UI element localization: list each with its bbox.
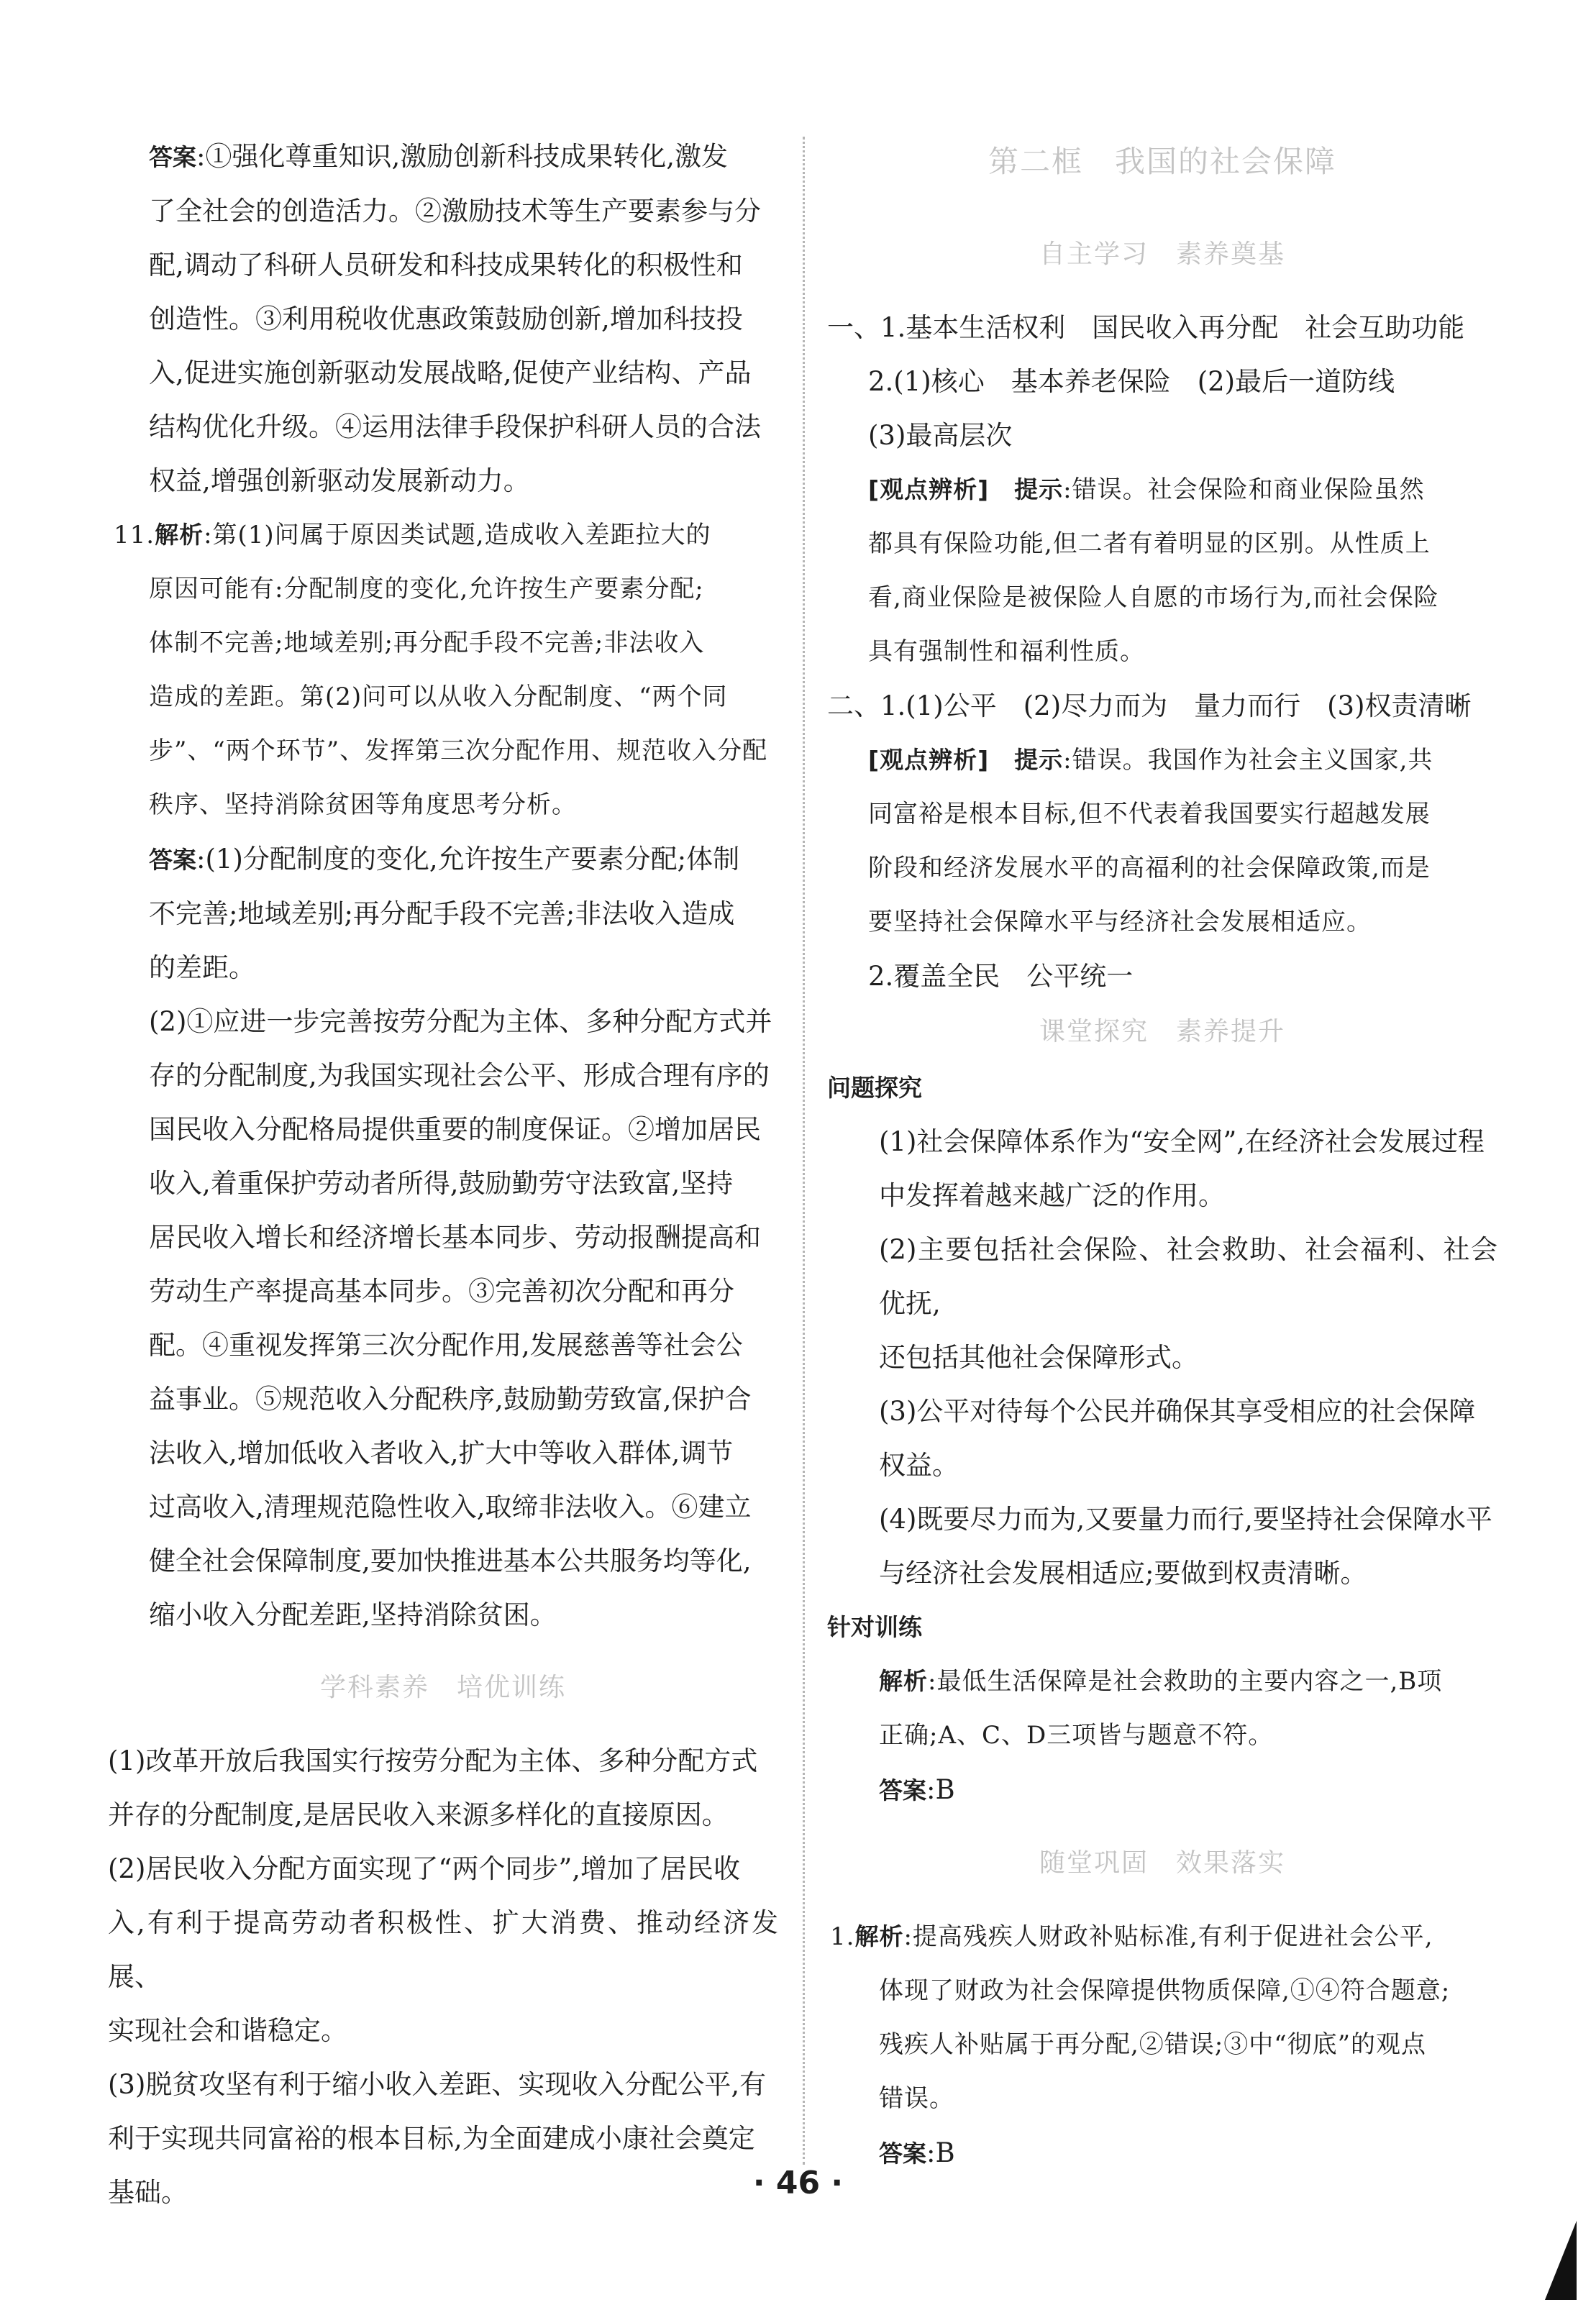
viewpoint-analysis-1: [观点辨析] 提示:错误。社会保险和商业保险虽然 <box>868 475 1425 504</box>
text-line: 都具有保险功能,但二者有着明显的区别。从性质上 <box>868 529 1431 558</box>
text-line: 的差距。 <box>149 952 255 983</box>
text-line: 配。④重视发挥第三次分配作用,发展慈善等社会公 <box>149 1330 743 1361</box>
text-line: (2)主要包括社会保险、社会救助、社会福利、社会优抚, <box>879 1234 1497 1319</box>
training-answer: 答案:B <box>879 1774 955 1805</box>
text-line: 错误。 <box>879 2084 954 2113</box>
text-line: 残疾人补贴属于再分配,②错误;③中“彻底”的观点 <box>879 2030 1427 2059</box>
training-analysis: 解析:最低生活保障是社会救助的主要内容之一,B项 <box>879 1667 1443 1696</box>
text-line: 具有强制性和福利性质。 <box>868 637 1145 666</box>
text-line: 还包括其他社会保障形式。 <box>879 1342 1198 1373</box>
corner-triangle-mark <box>1545 2221 1577 2300</box>
text-line: 结构优化升级。④运用法律手段保护科研人员的合法 <box>149 411 761 442</box>
hint-label: 提示 <box>1014 475 1064 503</box>
viewpoint-tag: [观点辨析] <box>868 475 990 503</box>
question-number: 11. <box>114 521 155 549</box>
text-line: 造成的差距。第(2)问可以从收入分配制度、“两个同 <box>149 682 728 711</box>
text-line: 二、1.(1)公平 (2)尽力而为 量力而行 (3)权责清晰 <box>827 690 1472 721</box>
answer-label: 答案 <box>149 846 196 874</box>
left-column <box>108 129 778 2219</box>
text-line: (1)改革开放后我国实行按劳分配为主体、多种分配方式 <box>108 1745 758 1776</box>
analysis-label: 解析 <box>854 1922 904 1950</box>
text-line: 秩序、坚持消除贫困等角度思考分析。 <box>149 790 577 819</box>
section-title-discipline: 学科素养 培优训练 <box>319 1673 566 1702</box>
text-line: (2)居民收入分配方面实现了“两个同步”,增加了居民收 <box>108 1853 741 1884</box>
question-1-answer: 答案:B <box>879 2137 955 2168</box>
section-title-self-study: 自主学习 素养奠基 <box>1039 239 1285 269</box>
text-line: (3)公平对待每个公民并确保其享受相应的社会保障 <box>879 1396 1476 1427</box>
text-line: 要坚持社会保障水平与经济社会发展相适应。 <box>868 908 1372 936</box>
text-line: 权益,增强创新驱动发展新动力。 <box>149 465 530 496</box>
text-line: 法收入,增加低收入者收入,扩大中等收入群体,调节 <box>149 1438 734 1469</box>
training-label: 针对训练 <box>827 1613 922 1641</box>
text-line: 入,促进实施创新驱动发展战略,促使产业结构、产品 <box>149 357 752 388</box>
text-line: 正确;A、C、D三项皆与题意不符。 <box>879 1721 1274 1750</box>
answer-11-line: 答案:(1)分配制度的变化,允许按生产要素分配;体制 <box>149 844 740 875</box>
text-line: 步”、“两个环节”、发挥第三次分配作用、规范收入分配 <box>149 736 768 765</box>
answer-label: 答案 <box>879 1776 926 1804</box>
lesson-title: 第二框 我国的社会保障 <box>988 144 1336 179</box>
text-line: 原因可能有:分配制度的变化,允许按生产要素分配; <box>149 575 704 603</box>
text-line: 创造性。③利用税收优惠政策鼓励创新,增加科技投 <box>149 303 743 334</box>
text-line: 配,调动了科研人员研发和科技成果转化的积极性和 <box>149 250 743 280</box>
text-line: 缩小收入分配差距,坚持消除贫困。 <box>149 1599 557 1630</box>
viewpoint-analysis-2: [观点辨析] 提示:错误。我国作为社会主义国家,共 <box>868 746 1433 775</box>
text-line: (3)最高层次 <box>868 420 1013 451</box>
text-line: 同富裕是根本目标,但不代表着我国要实行超越发展 <box>868 800 1431 828</box>
viewpoint-tag: [观点辨析] <box>868 746 990 774</box>
text-line: 2.覆盖全民 公平统一 <box>868 961 1134 992</box>
right-column <box>827 129 1497 2181</box>
text-line: 居民收入增长和经济增长基本同步、劳动报酬提高和 <box>149 1222 761 1253</box>
text-line: 2.(1)核心 基本养老保险 (2)最后一道防线 <box>868 366 1395 397</box>
text-line: 国民收入分配格局提供重要的制度保证。②增加居民 <box>149 1114 761 1145</box>
hint-label: 提示 <box>1014 746 1064 774</box>
text-line: (1)社会保障体系作为“安全网”,在经济社会发展过程 <box>879 1126 1485 1157</box>
text-line: (3)脱贫攻坚有利于缩小收入差距、实现收入分配公平,有 <box>108 2069 767 2100</box>
text-line: 阶段和经济发展水平的高福利的社会保障政策,而是 <box>868 854 1431 882</box>
section-title-classroom: 课堂探究 素养提升 <box>1039 1017 1285 1046</box>
text-line: 并存的分配制度,是居民收入来源多样化的直接原因。 <box>108 1799 729 1830</box>
text-line: (2)①应进一步完善按劳分配为主体、多种分配方式并 <box>149 1006 772 1037</box>
question-11-analysis: 11.解析:第(1)问属于原因类试题,造成收入差距拉大的 <box>114 521 711 549</box>
page-number: · 46 · <box>752 2165 844 2201</box>
text-line: 收入,着重保护劳动者所得,鼓励勤劳守法致富,坚持 <box>149 1168 734 1199</box>
text-line: 一、1.基本生活权利 国民收入再分配 社会互助功能 <box>827 312 1465 343</box>
text-line: 实现社会和谐稳定。 <box>108 2015 347 2046</box>
text-line: 入,有利于提高劳动者积极性、扩大消费、推动经济发展、 <box>108 1907 778 1992</box>
column-divider <box>803 137 805 2165</box>
answer-label: 答案 <box>149 143 196 171</box>
text-line: 了全社会的创造活力。②激励技术等生产要素参与分 <box>149 196 761 227</box>
text-line: 体制不完善;地域差别;再分配手段不完善;非法收入 <box>149 629 705 657</box>
question-number: 1. <box>830 1922 855 1951</box>
text-line: 基础。 <box>108 2177 188 2208</box>
answer-10-line: 答案:①强化尊重知识,激励创新科技成果转化,激发 <box>149 141 728 172</box>
text-line: 看,商业保险是被保险人自愿的市场行为,而社会保险 <box>868 583 1439 612</box>
question-1-analysis: 1.解析:提高残疾人财政补贴标准,有利于促进社会公平, <box>830 1922 1433 1951</box>
text-line: 与经济社会发展相适应;要做到权责清晰。 <box>879 1558 1367 1589</box>
text-line: 不完善;地域差别;再分配手段不完善;非法收入造成 <box>149 898 735 929</box>
text-line: 益事业。⑤规范收入分配秩序,鼓励勤劳致富,保护合 <box>149 1384 752 1415</box>
text-line: 存的分配制度,为我国实现社会公平、形成合理有序的 <box>149 1060 770 1091</box>
analysis-label: 解析 <box>879 1667 928 1695</box>
text-line: 中发挥着越来越广泛的作用。 <box>879 1180 1225 1211</box>
text-line: 利于实现共同富裕的根本目标,为全面建成小康社会奠定 <box>108 2123 755 2154</box>
text-line: 劳动生产率提高基本同步。③完善初次分配和再分 <box>149 1276 734 1307</box>
inquiry-label: 问题探究 <box>827 1074 922 1102</box>
answer-label: 答案 <box>879 2140 926 2168</box>
text-line: 体现了财政为社会保障提供物质保障,①④符合题意; <box>879 1976 1451 2005</box>
text-line: 健全社会保障制度,要加快推进基本公共服务均等化, <box>149 1545 752 1576</box>
text-line: 权益。 <box>879 1450 959 1481</box>
text-line: (4)既要尽力而为,又要量力而行,要坚持社会保障水平 <box>879 1504 1492 1535</box>
text-line: 过高收入,清理规范隐性收入,取缔非法收入。⑥建立 <box>149 1492 752 1522</box>
analysis-label: 解析 <box>155 521 204 549</box>
section-title-consolidation: 随堂巩固 效果落实 <box>1039 1848 1285 1878</box>
